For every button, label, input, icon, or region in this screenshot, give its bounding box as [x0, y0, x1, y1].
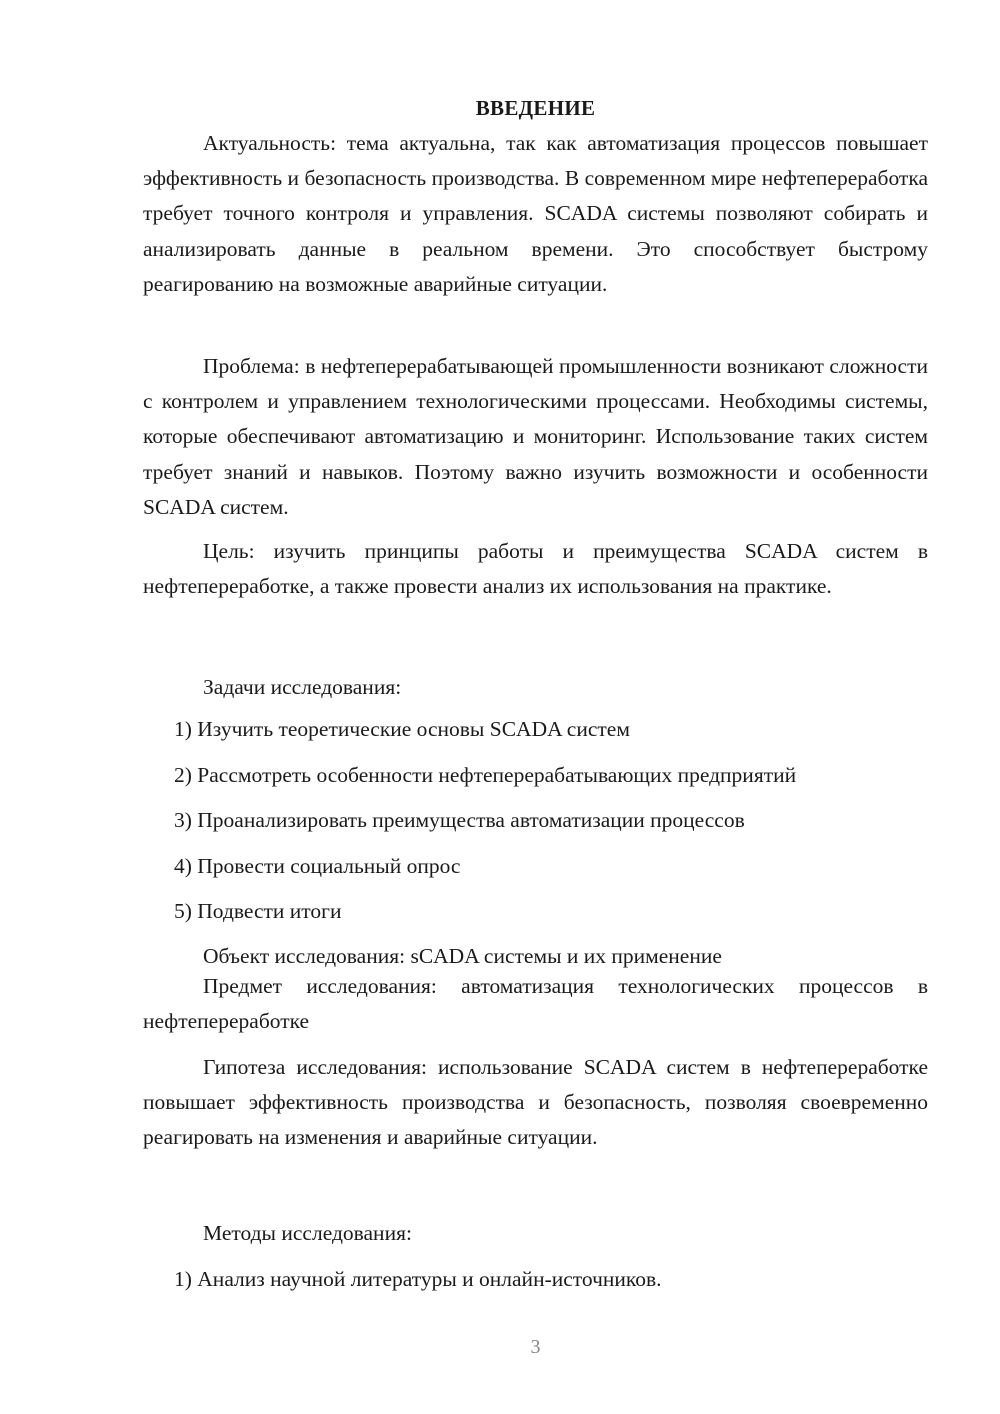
problem-paragraph: Проблема: в нефтеперерабатывающей промышленности возникают сложности с контролем и управлением технологическими процессами. Необходимы системы, которые обеспечивают автоматизацию и мониторинг. Использование таких систем требует знаний и навыков. Поэтому важно изучить возможности и особенности SCADA систем. — [143, 354, 928, 519]
goal-paragraph: Цель: изучить принципы работы и преимущества SCADA систем в нефтепереработке, а также провести анализ их использования на практике. — [143, 539, 928, 599]
task-item: 3) Проанализировать преимущества автоматизации процессов — [174, 808, 745, 832]
method-item: 1) Анализ научной литературы и онлайн-источников. — [174, 1267, 662, 1291]
research-hypothesis: Гипотеза исследования: использование SCADA систем в нефтепереработке повышает эффективность производства и безопасность, позволяя своевременно реагировать на изменения и аварийные ситуации. — [143, 1055, 928, 1150]
tasks-heading: Задачи исследования: — [203, 675, 402, 699]
methods-heading: Методы исследования: — [203, 1221, 412, 1245]
page-title: ВВЕДЕНИЕ — [475, 96, 596, 120]
page-number: 3 — [530, 1336, 541, 1358]
relevance-paragraph: Актуальность: тема актуальна, так как автоматизация процессов повышает эффективность и безопасность производства. В современном мире нефтепереработка требует точного контроля и управления. SCADA системы позволяют собирать и анализировать данные в реальном времени. Это способствует быстрому реагированию на возможные аварийные ситуации. — [143, 131, 928, 296]
task-item: 4) Провести социальный опрос — [174, 854, 461, 878]
task-item: 1) Изучить теоретические основы SCADA систем — [174, 717, 630, 741]
research-subject: Предмет исследования: автоматизация технологических процессов в нефтепереработке — [143, 974, 928, 1034]
task-item: 2) Рассмотреть особенности нефтеперерабатывающих предприятий — [174, 763, 797, 787]
task-item: 5) Подвести итоги — [174, 899, 342, 923]
research-object: Объект исследования: sCADA системы и их применение — [203, 944, 722, 968]
